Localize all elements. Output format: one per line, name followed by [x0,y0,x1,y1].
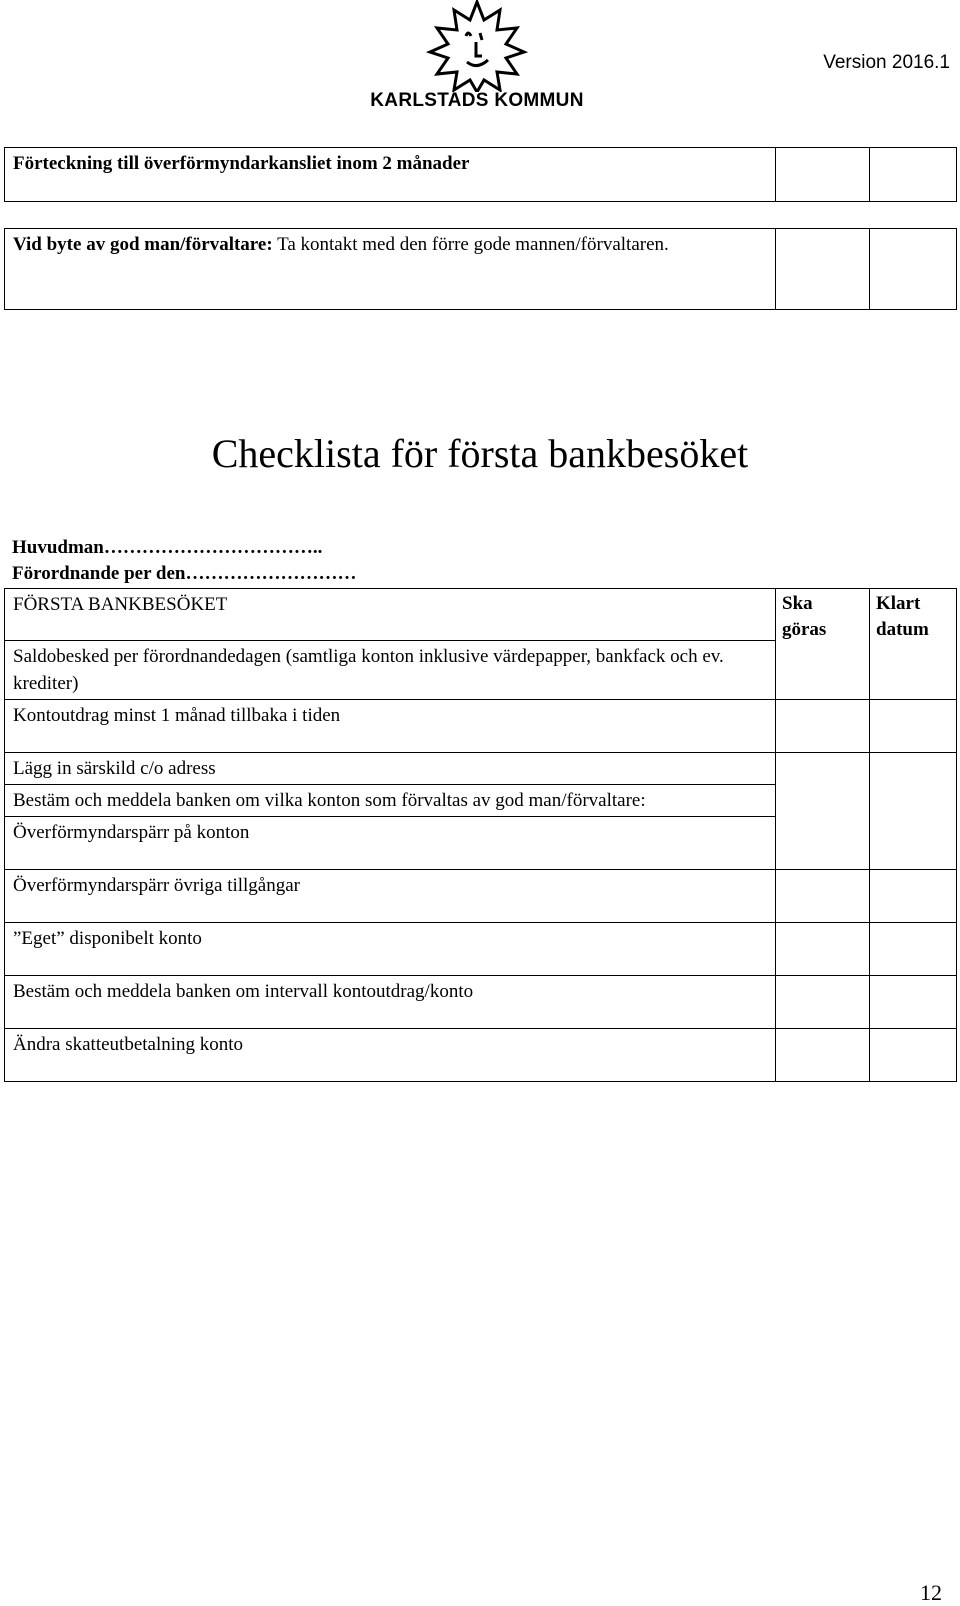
done-date-cell[interactable] [870,753,957,870]
checkbox-cell[interactable] [776,148,870,202]
document-version: Version 2016.1 [823,52,950,73]
date-cell[interactable] [870,229,957,310]
col-header-done: Klart datum [870,589,957,700]
checkbox-cell[interactable] [776,229,870,310]
checklist-table [4,588,957,1082]
col-header-todo: Ska göras [776,589,870,700]
org-name: KARLSTADS KOMMUN [370,90,584,111]
notice-bold-text: Vid byte av god man/förvaltare: [13,234,273,255]
checklist-item: Överförmyndarspärr övriga tillgångar [5,870,776,923]
done-date-cell[interactable] [870,923,957,976]
done-date-cell[interactable] [870,870,957,923]
notice-table-1 [4,147,957,202]
sun-logo-icon [422,0,532,92]
section-header: FÖRSTA BANKBESÖKET [5,589,776,641]
forordnande-field: Förordnande per den……………………… [12,563,357,584]
todo-cell[interactable] [776,976,870,1029]
done-date-cell[interactable] [870,1029,957,1082]
table-row [5,870,957,923]
notice-text: Förteckning till överförmyndarkansliet inom 2 månader [13,153,470,174]
table-row [5,753,957,785]
page-number: 12 [920,1580,942,1605]
checklist-item: Överförmyndarspärr på konton [5,817,776,870]
notice-text: Ta kontakt med den förre gode mannen/förvaltaren. [272,234,669,255]
table-row [5,700,957,753]
todo-cell[interactable] [776,1029,870,1082]
done-date-cell[interactable] [870,976,957,1029]
huvudman-field: Huvudman…………………………….. [12,537,323,558]
table-row [5,148,957,202]
todo-cell[interactable] [776,753,870,870]
table-row [5,923,957,976]
checklist-item: Lägg in särskild c/o adress [5,753,776,785]
checklist-item: Saldobesked per förordnandedagen (samtliga konton inklusive värdepapper, bankfack och ev. krediter) [5,641,776,700]
checklist-item: ”Eget” disponibelt konto [5,923,776,976]
table-row [5,1029,957,1082]
done-date-cell[interactable] [870,700,957,753]
todo-cell[interactable] [776,923,870,976]
table-row [5,976,957,1029]
table-header-row [5,589,957,641]
notice-table-2 [4,228,957,310]
notice-cell [5,148,776,202]
page-title: Checklista för första bankbesöket [211,431,749,476]
checklist-item: Bestäm och meddela banken om intervall kontoutdrag/konto [5,976,776,1029]
todo-cell[interactable] [776,870,870,923]
todo-cell[interactable] [776,700,870,753]
checklist-item: Bestäm och meddela banken om vilka konton som förvaltas av god man/förvaltare: [5,785,776,817]
date-cell[interactable] [870,148,957,202]
notice-cell [5,229,776,310]
karlstad-logo [352,0,602,112]
checklist-item: Kontoutdrag minst 1 månad tillbaka i tiden [5,700,776,753]
table-row [5,229,957,310]
checklist-item: Ändra skatteutbetalning konto [5,1029,776,1082]
